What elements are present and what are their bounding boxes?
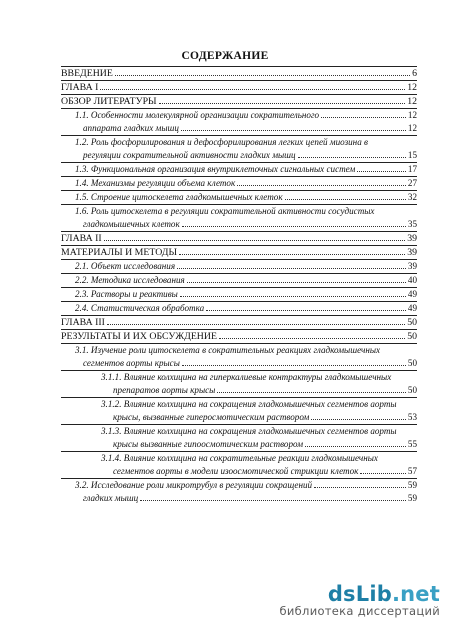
toc-entry <box>61 478 417 492</box>
toc-entry-title: сегментов аорты в модели изоосмотической стрикции клеток <box>113 466 359 476</box>
watermark-subtitle: библиотека диссертаций <box>279 604 440 618</box>
toc-entry <box>61 465 417 478</box>
toc-entry-title: 3.1.4. Влияние колхицина на сократительные реакции гладкомышечных <box>101 453 378 463</box>
toc-entry-title: 2.2. Методика исследования <box>75 275 185 285</box>
toc-entry <box>61 315 417 329</box>
toc-entry-title: ВВЕДЕНИЕ <box>61 68 113 79</box>
toc-entry-title: 1.1. Особенности молекулярной организации сократительного <box>75 110 320 120</box>
toc-entry-title: 3.2. Исследование роли микротрубул в регуляции сокращений <box>75 480 313 490</box>
toc-entry-title: 2.1. Объект исследования <box>75 261 176 271</box>
toc-entry <box>61 357 417 370</box>
toc-entry <box>61 384 417 397</box>
toc-entry <box>61 218 417 231</box>
toc-entry <box>61 287 417 301</box>
toc-entry-title: гладкомышечных клеток <box>83 219 180 229</box>
toc-entry-title: ГЛАВА III <box>61 317 105 328</box>
toc-entry-page: 59 <box>407 493 417 503</box>
toc-entry-page: 59 <box>407 480 417 490</box>
toc-entry-title: препаратов аорты крысы <box>113 385 216 395</box>
toc-entry-page: 49 <box>407 289 417 299</box>
toc-entry-title: 1.6. Роль цитоскелета в регуляции сократительной активности сосудистых <box>75 206 375 216</box>
toc-entry-title: 1.4. Механизмы регуляции объема клеток <box>75 178 236 188</box>
toc-entry-title: ГЛАВА II <box>61 233 102 244</box>
toc-entry <box>61 370 417 384</box>
toc-entry-title: регуляции сократительной активности гладких мышц <box>83 150 296 160</box>
toc-entry-page: 50 <box>407 331 417 342</box>
toc-entry-title: 2.3. Растворы и реактивы <box>75 289 178 299</box>
table-of-contents <box>61 66 417 505</box>
toc-entry <box>61 108 417 122</box>
toc-entry-page: 6 <box>412 68 417 79</box>
toc-entry-title: РЕЗУЛЬТАТЫ И ИХ ОБСУЖДЕНИЕ <box>61 331 217 342</box>
toc-entry <box>61 492 417 505</box>
toc-entry-page: 15 <box>407 150 417 160</box>
toc-entry-page: 50 <box>407 385 417 395</box>
toc-entry-page: 17 <box>407 164 417 174</box>
toc-entry <box>61 190 417 204</box>
toc-entry-page: 55 <box>407 439 417 449</box>
watermark <box>279 582 440 618</box>
toc-entry-page: 39 <box>407 233 417 244</box>
toc-entry-title: 1.5. Строение цитоскелета гладкомышечных клеток <box>75 192 283 202</box>
toc-entry-title: 3.1.1. Влияние колхицина на гиперкалиевые контрактуры гладкомышечных <box>101 372 392 382</box>
toc-entry <box>61 273 417 287</box>
toc-entry-page: 12 <box>407 123 417 133</box>
toc-entry <box>61 135 417 149</box>
toc-entry <box>61 204 417 218</box>
toc-entry-title: 1.2. Роль фосфорилирования и дефосфорилирования легких цепей миозина в <box>75 137 368 147</box>
toc-entry-title: ГЛАВА I <box>61 82 99 93</box>
toc-entry <box>61 162 417 176</box>
toc-entry <box>61 343 417 357</box>
page-title: СОДЕРЖАНИЕ <box>181 50 269 62</box>
toc-entry-title: ОБЗОР ЛИТЕРАТУРЫ <box>61 96 157 107</box>
watermark-logo-tld: .net <box>391 582 440 606</box>
toc-entry-page: 50 <box>407 317 417 328</box>
toc-entry <box>61 397 417 411</box>
toc-entry <box>61 231 417 245</box>
toc-entry-page: 50 <box>407 358 417 368</box>
toc-entry <box>61 80 417 94</box>
toc-entry-page: 49 <box>407 303 417 313</box>
toc-entry <box>61 176 417 190</box>
toc-entry-title: крысы, вызванные гиперосмотическим раствором <box>113 412 310 422</box>
toc-entry-title: 3.1. Изучение роли цитоскелета в сократительных реакциях гладкомышечных <box>75 345 381 355</box>
toc-entry-title: 1.3. Функциональная организация внутриклеточных сигнальных систем <box>75 164 356 174</box>
toc-entry-title: сегментов аорты крысы <box>83 358 180 368</box>
toc-entry <box>61 451 417 465</box>
toc-entry <box>61 122 417 135</box>
toc-entry-page: 57 <box>407 466 417 476</box>
toc-entry-page: 39 <box>407 261 417 271</box>
toc-entry <box>61 259 417 273</box>
toc-entry-page: 12 <box>407 110 417 120</box>
toc-entry-page: 32 <box>407 192 417 202</box>
toc-entry-page: 12 <box>407 96 417 107</box>
toc-entry-title: 2.4. Статистическая обработка <box>75 303 205 313</box>
toc-entry-title: 3.1.2. Влияние колхицина на сокращения гладкомышечных сегментов аорты <box>101 399 397 409</box>
toc-entry-title: гладких мышц <box>83 493 139 503</box>
toc-entry <box>61 438 417 451</box>
toc-entry <box>61 329 417 343</box>
watermark-logo-main: dsLib <box>327 582 392 606</box>
toc-entry-page: 35 <box>407 219 417 229</box>
toc-entry <box>61 411 417 424</box>
toc-entry-title: аппарата гладких мышц <box>83 123 179 133</box>
toc-entry-page: 12 <box>407 82 417 93</box>
toc-entry-page: 53 <box>407 412 417 422</box>
toc-entry <box>61 301 417 315</box>
toc-entry <box>61 66 417 80</box>
toc-entry <box>61 149 417 162</box>
toc-entry-title: МАТЕРИАЛЫ И МЕТОДЫ <box>61 247 178 258</box>
toc-entry-page: 39 <box>407 247 417 258</box>
toc-entry <box>61 245 417 259</box>
toc-entry-page: 27 <box>407 178 417 188</box>
toc-entry-title: 3.1.3. Влияние колхицина на сокращения гладкомышечных сегментов аорты <box>101 426 397 436</box>
toc-entry-page: 40 <box>407 275 417 285</box>
toc-entry-title: крысы вызванные гипоосмотическим раствором <box>113 439 304 449</box>
toc-entry <box>61 94 417 108</box>
toc-entry <box>61 424 417 438</box>
watermark-logo <box>279 582 440 606</box>
